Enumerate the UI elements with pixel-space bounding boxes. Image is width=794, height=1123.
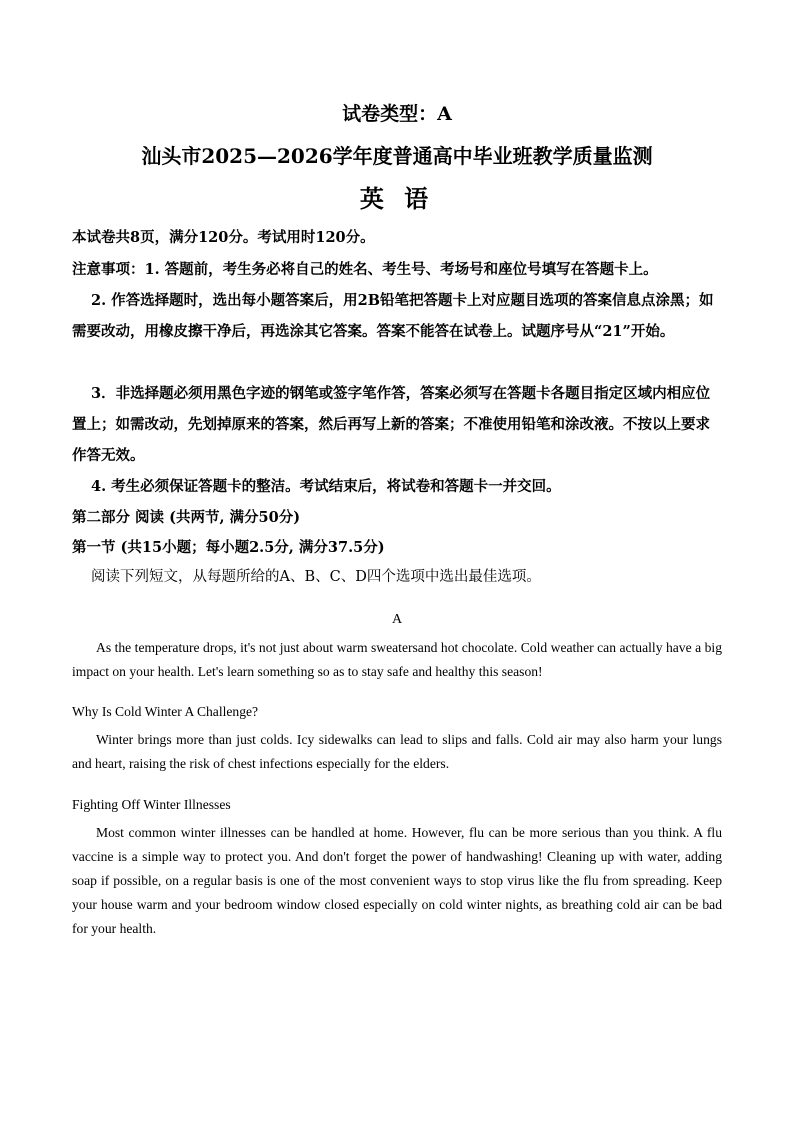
exam-title: 汕头市2025—2026学年度普通高中毕业班教学质量监测: [141, 144, 653, 168]
exam-summary: 本试卷共8页，满分120分。考试用时120分。: [72, 229, 375, 246]
paper-type-label: 试卷类型：A: [342, 103, 452, 125]
instruction-note-4: 4. 考生必须保证答题卡的整洁。考试结束后，将试卷和答题卡一并交回。: [91, 478, 561, 495]
subsection-heading: 第一节 (共15小题；每小题2.5分, 满分37.5分): [72, 539, 385, 556]
passage-heading-1: Why Is Cold Winter A Challenge?: [72, 704, 259, 719]
instruction-note-2: 2. 作答选择题时，选出每小题答案后，用2B铅笔把答题卡上对应题目选项的答案信息点涂黑；如需要改动，用橡皮擦干净后，再选涂其它答案。答案不能答在试卷上。试题序号从“21”开始。: [72, 292, 714, 340]
section-part-heading: 第二部分 阅读 (共两节, 满分50分): [72, 509, 301, 526]
reading-directions: 阅读下列短文，从每题所给的A、B、C、D四个选项中选出最佳选项。: [91, 569, 541, 585]
passage-heading-2: Fighting Off Winter Illnesses: [72, 797, 231, 812]
instruction-note-1: 注意事项：1. 答题前，考生务必将自己的姓名、考生号、考场号和座位号填写在答题卡上。: [72, 261, 658, 278]
subject-title: 英 语: [359, 184, 435, 213]
instruction-note-3: 3．非选择题必须用黑色字迹的钢笔或签字笔作答，答案必须写在答题卡各题目指定区域内相应位置上；如需改动，先划掉原来的答案，然后再写上新的答案；不准使用铅笔和涂改液。不按以上要求作答无效。: [72, 385, 711, 464]
passage-paragraph-1: Winter brings more than just colds. Icy sidewalks can lead to slips and falls. Cold air may also harm your lungs and heart, raising the risk of chest infections especially for the elders.: [72, 732, 722, 771]
passage-paragraph-2: Most common winter illnesses can be handled at home. However, flu can be more serious than you think. A flu vaccine is a simple way to protect you. And don't forget the power of handwashing! Cleaning up with water, adding soap if possible, on a regular basis is one of the most convenient ways to stop virus like the flu from spreading. Keep your house warm and your bedroom window closed especially on cold winter nights, as breathing cold air can be bad for your health.: [72, 825, 722, 936]
passage-label: A: [391, 612, 403, 627]
passage-intro-paragraph: As the temperature drops, it's not just about warm sweatersand hot chocolate. Cold weather can actually have a big impact on your health. Let's learn something so as to stay safe and healthy this season!: [72, 640, 722, 679]
